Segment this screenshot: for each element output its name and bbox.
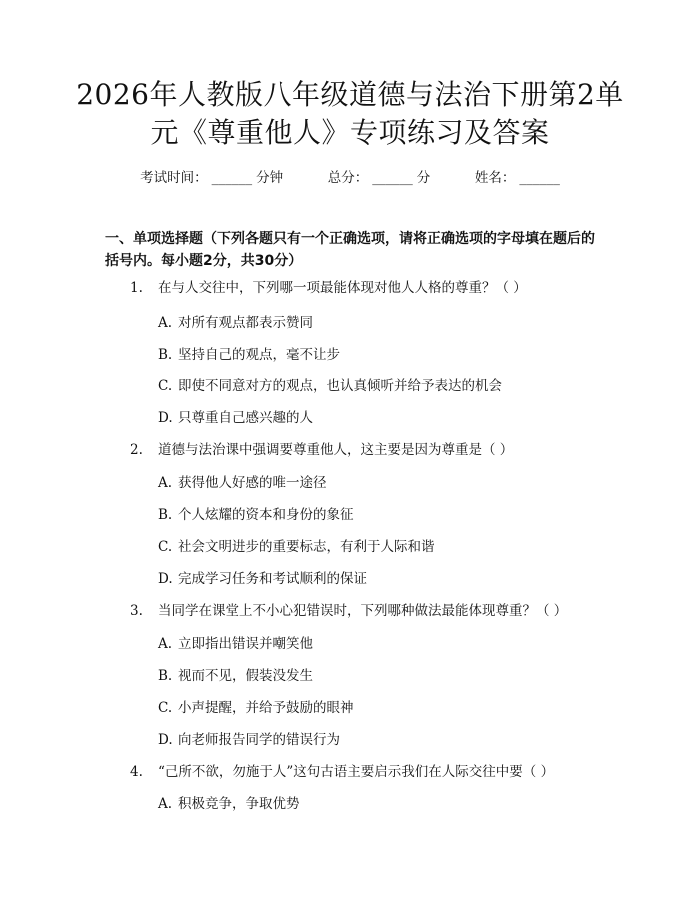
question-3 bbox=[130, 601, 567, 621]
option-letter: D. bbox=[158, 410, 173, 426]
question-number: 3. bbox=[130, 603, 143, 619]
option-letter: C. bbox=[158, 700, 173, 716]
option-3a bbox=[158, 634, 313, 654]
option-text: 视而不见，假装没发生 bbox=[178, 668, 313, 684]
option-letter: A. bbox=[158, 636, 173, 652]
option-text: 完成学习任务和考试顺利的保证 bbox=[178, 571, 367, 587]
option-text: 积极竞争，争取优势 bbox=[178, 796, 300, 812]
time-label: 考试时间： bbox=[140, 170, 208, 186]
option-letter: C. bbox=[158, 539, 173, 555]
section-heading: 一、单项选择题（下列各题只有一个正确选项，请将正确选项的字母填在题后的括号内。每小题2分，共30分） bbox=[105, 231, 595, 269]
option-2c bbox=[158, 537, 435, 557]
option-text: 对所有观点都表示赞同 bbox=[178, 315, 313, 331]
document-title bbox=[60, 76, 640, 152]
score-label: 总分： bbox=[327, 170, 369, 186]
option-letter: C. bbox=[158, 378, 173, 394]
option-letter: D. bbox=[158, 571, 173, 587]
question-1 bbox=[130, 278, 527, 298]
title-line-1: 2026年人教版八年级道德与法治下册第2单 bbox=[76, 78, 624, 111]
option-3d bbox=[158, 730, 340, 750]
score-unit: 分 bbox=[416, 170, 431, 186]
option-3c bbox=[158, 698, 354, 718]
option-1d bbox=[158, 408, 313, 428]
option-letter: A. bbox=[158, 315, 173, 331]
option-letter: B. bbox=[158, 668, 173, 684]
option-text: 社会文明进步的重要标志，有利于人际和谐 bbox=[178, 539, 435, 555]
option-1b bbox=[158, 345, 340, 365]
option-letter: D. bbox=[158, 732, 173, 748]
option-4a bbox=[158, 794, 300, 814]
option-1a bbox=[158, 313, 313, 333]
question-stem: 在与人交往中，下列哪一项最能体现对他人人格的尊重？（ ） bbox=[158, 280, 527, 296]
name-label: 姓名： bbox=[474, 170, 516, 186]
question-4 bbox=[130, 762, 554, 782]
time-blank: ______ bbox=[211, 170, 253, 186]
option-2b bbox=[158, 505, 354, 525]
question-number: 2. bbox=[130, 442, 143, 458]
option-letter: B. bbox=[158, 347, 173, 363]
title-line-2: 元《尊重他人》专项练习及答案 bbox=[150, 116, 550, 149]
option-2a bbox=[158, 473, 327, 493]
name-blank: ______ bbox=[519, 170, 560, 186]
question-number: 1. bbox=[130, 280, 143, 296]
option-text: 小声提醒，并给予鼓励的眼神 bbox=[178, 700, 354, 716]
option-text: 立即指出错误并嘲笑他 bbox=[178, 636, 313, 652]
option-text: 只尊重自己感兴趣的人 bbox=[178, 410, 313, 426]
option-letter: A. bbox=[158, 796, 173, 812]
option-letter: A. bbox=[158, 475, 173, 491]
question-number: 4. bbox=[130, 764, 143, 780]
option-text: 向老师报告同学的错误行为 bbox=[178, 732, 340, 748]
time-unit: 分钟 bbox=[256, 170, 284, 186]
option-text: 获得他人好感的唯一途径 bbox=[178, 475, 327, 491]
question-stem: 当同学在课堂上不小心犯错误时，下列哪种做法最能体现尊重？（ ） bbox=[158, 603, 568, 619]
option-3b bbox=[158, 666, 313, 686]
option-2d bbox=[158, 569, 367, 589]
option-text: 即使不同意对方的观点，也认真倾听并给予表达的机会 bbox=[178, 378, 502, 394]
option-text: 坚持自己的观点，毫不让步 bbox=[178, 347, 340, 363]
option-1c bbox=[158, 376, 502, 396]
question-stem: 道德与法治课中强调要尊重他人，这主要是因为尊重是（ ） bbox=[158, 442, 514, 458]
score-blank: ______ bbox=[372, 170, 413, 186]
option-text: 个人炫耀的资本和身份的象征 bbox=[178, 507, 354, 523]
question-stem: “己所不欲，勿施于人”这句古语主要启示我们在人际交往中要（ ） bbox=[158, 764, 555, 780]
question-2 bbox=[130, 440, 513, 460]
option-letter: B. bbox=[158, 507, 173, 523]
exam-info bbox=[0, 168, 700, 188]
